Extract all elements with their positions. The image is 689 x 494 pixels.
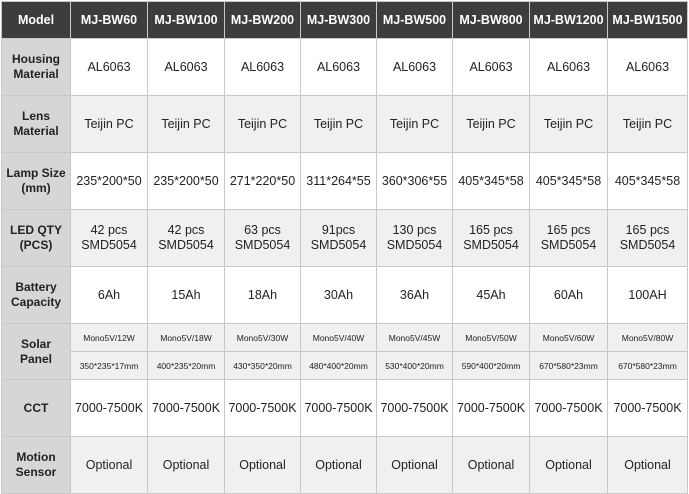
table-cell: [377, 437, 453, 494]
cell-text-line: Optional: [624, 457, 671, 472]
row-label: [2, 324, 71, 380]
cell-text-line: 311*264*55: [306, 173, 371, 188]
table-cell: Mono5V/18W: [148, 324, 225, 352]
table-cell: [453, 380, 530, 437]
table-cell: [301, 39, 377, 96]
cell-text-line: Optional: [545, 457, 592, 472]
table-cell: [530, 437, 608, 494]
table-cell: [453, 437, 530, 494]
cell-text-line: 235*200*50: [76, 173, 142, 188]
table-cell: [608, 96, 688, 153]
cell-text-line: 63 pcs: [244, 223, 281, 237]
cell-text-line: Battery: [15, 280, 57, 294]
cell-text-line: 91pcs: [321, 223, 356, 237]
model-column-header: MJ-BW1200: [530, 2, 608, 39]
cell-text-line: 15Ah: [171, 287, 201, 302]
cell-text-line: 18Ah: [247, 287, 278, 302]
table-cell: [148, 210, 225, 267]
cell-text-line: AL6063: [469, 59, 513, 74]
model-column-header: MJ-BW60: [71, 2, 148, 39]
cell-text-line: Teijin PC: [161, 116, 211, 131]
table-cell: [301, 210, 377, 267]
table-cell: [453, 267, 530, 324]
cell-text-line: SMD5054: [386, 238, 443, 252]
table-cell: [453, 210, 530, 267]
model-header: Model: [2, 2, 71, 39]
cell-text-line: CCT: [23, 400, 49, 415]
cell-text-line: Optional: [391, 457, 438, 472]
table-row: [2, 39, 688, 96]
table-cell: [608, 380, 688, 437]
table-cell: 590*400*20mm: [453, 352, 530, 380]
cell-text-line: Housing: [12, 52, 60, 66]
cell-text-line: Solar: [20, 336, 51, 351]
cell-text-line: AL6063: [240, 59, 285, 74]
cell-text-line: 165 pcs: [469, 223, 513, 237]
cell-text-line: 7000-7500K: [304, 400, 373, 415]
table-cell: [608, 153, 688, 210]
table-cell: Mono5V/50W: [453, 324, 530, 352]
cell-text-line: Motion: [16, 450, 56, 464]
cell-text-line: AL6063: [625, 59, 670, 74]
cell-text-line: Sensor: [15, 465, 57, 479]
table-row: [2, 324, 688, 352]
model-column-header: MJ-BW800: [453, 2, 530, 39]
spec-table: [1, 1, 688, 494]
table-cell: [71, 210, 148, 267]
table-row: [2, 153, 688, 210]
table-cell: [301, 153, 377, 210]
model-column-header: MJ-BW500: [377, 2, 453, 39]
cell-text-line: AL6063: [164, 59, 208, 74]
cell-text-line: Teijin PC: [84, 116, 134, 131]
table-cell: [530, 153, 608, 210]
cell-text-line: 7000-7500K: [74, 400, 144, 415]
table-row: [2, 380, 688, 437]
cell-text-line: AL6063: [392, 59, 437, 74]
cell-text-line: 45Ah: [476, 287, 506, 302]
cell-text-line: SMD5054: [81, 238, 137, 252]
cell-text-line: Material: [13, 124, 59, 138]
cell-text-line: 42 pcs: [90, 223, 128, 237]
table-cell: [225, 96, 301, 153]
cell-text-line: Teijin PC: [466, 116, 516, 131]
table-cell: [530, 267, 608, 324]
table-cell: 670*580*23mm: [530, 352, 608, 380]
cell-text-line: 165 pcs: [625, 223, 670, 237]
table-cell: [608, 267, 688, 324]
table-cell: [377, 380, 453, 437]
cell-text-line: 405*345*58: [458, 173, 524, 188]
table-cell: [301, 267, 377, 324]
cell-text-line: Teijin PC: [237, 116, 288, 131]
cell-text-line: Optional: [162, 457, 210, 472]
row-label: [2, 39, 71, 96]
row-label: [2, 267, 71, 324]
cell-text-line: 7000-7500K: [228, 400, 297, 415]
table-cell: [71, 380, 148, 437]
row-label: [2, 380, 71, 437]
cell-text-line: Panel: [19, 351, 52, 366]
table-cell: [377, 267, 453, 324]
cell-text-line: Teijin PC: [389, 116, 440, 131]
table-cell: [453, 96, 530, 153]
table-cell: [453, 39, 530, 96]
cell-text-line: SMD5054: [234, 238, 291, 252]
table-cell: [225, 210, 301, 267]
header-row: [2, 2, 688, 39]
table-cell: [530, 96, 608, 153]
cell-text-line: 165 pcs: [546, 223, 591, 237]
model-column-header: MJ-BW300: [301, 2, 377, 39]
table-cell: [530, 380, 608, 437]
cell-text-line: 360*306*55: [381, 173, 448, 188]
cell-text-line: SMD5054: [158, 238, 214, 252]
row-label: [2, 210, 71, 267]
table-cell: [148, 153, 225, 210]
cell-text-line: 60Ah: [553, 287, 584, 302]
table-cell: [608, 210, 688, 267]
cell-text-line: AL6063: [546, 59, 591, 74]
cell-text-line: Teijin PC: [313, 116, 364, 131]
row-label: [2, 153, 71, 210]
table-cell: [377, 39, 453, 96]
table-cell: 400*235*20mm: [148, 352, 225, 380]
table-cell: [71, 437, 148, 494]
table-cell: [608, 39, 688, 96]
table-cell: [225, 267, 301, 324]
cell-text-line: SMD5054: [310, 238, 367, 252]
table-row: [2, 96, 688, 153]
table-cell: [71, 96, 148, 153]
table-cell: [71, 153, 148, 210]
table-cell: [71, 39, 148, 96]
table-cell: [377, 210, 453, 267]
cell-text-line: Lens: [21, 109, 50, 123]
cell-text-line: 405*345*58: [614, 173, 681, 188]
table-cell: [530, 39, 608, 96]
table-cell: [301, 437, 377, 494]
cell-text-line: Teijin PC: [543, 116, 594, 131]
table-cell: Mono5V/45W: [377, 324, 453, 352]
cell-text-line: 405*345*58: [535, 173, 602, 188]
table-cell: [301, 96, 377, 153]
table-cell: [453, 153, 530, 210]
table-cell: 350*235*17mm: [71, 352, 148, 380]
table-cell: [608, 437, 688, 494]
cell-text-line: 6Ah: [97, 287, 121, 302]
cell-text-line: 30Ah: [323, 287, 354, 302]
table-cell: [148, 96, 225, 153]
table-cell: [377, 153, 453, 210]
cell-text-line: Capacity: [10, 295, 62, 309]
table-cell: Mono5V/40W: [301, 324, 377, 352]
row-label: [2, 96, 71, 153]
cell-text-line: 235*200*50: [153, 173, 219, 188]
cell-text-line: 42 pcs: [167, 223, 205, 237]
table-row: [2, 267, 688, 324]
model-column-header: MJ-BW100: [148, 2, 225, 39]
table-cell: [71, 267, 148, 324]
table-row: [2, 437, 688, 494]
table-cell: [530, 210, 608, 267]
cell-text-line: 7000-7500K: [151, 400, 221, 415]
table-cell: [225, 437, 301, 494]
table-cell: 530*400*20mm: [377, 352, 453, 380]
cell-text-line: Teijin PC: [622, 116, 673, 131]
model-column-header: MJ-BW1500: [608, 2, 688, 39]
table-cell: [225, 380, 301, 437]
cell-text-line: SMD5054: [463, 238, 519, 252]
cell-text-line: SMD5054: [540, 238, 597, 252]
table-cell: [148, 267, 225, 324]
cell-text-line: LED QTY: [9, 223, 62, 237]
cell-text-line: Optional: [467, 457, 515, 472]
table-cell: [148, 39, 225, 96]
table-cell: [225, 153, 301, 210]
table-cell: Mono5V/30W: [225, 324, 301, 352]
cell-text-line: AL6063: [87, 59, 131, 74]
cell-text-line: Material: [13, 67, 59, 81]
cell-text-line: 7000-7500K: [456, 400, 526, 415]
table-cell: 670*580*23mm: [608, 352, 688, 380]
table-cell: Mono5V/12W: [71, 324, 148, 352]
cell-text-line: Optional: [315, 457, 362, 472]
table-cell: [148, 380, 225, 437]
cell-text-line: 7000-7500K: [613, 400, 682, 415]
cell-text-line: (mm): [21, 181, 51, 195]
table-cell: [377, 96, 453, 153]
table-row: [2, 352, 688, 380]
cell-text-line: 36Ah: [399, 287, 430, 302]
cell-text-line: 7000-7500K: [380, 400, 449, 415]
cell-text-line: 7000-7500K: [534, 400, 603, 415]
cell-text-line: 130 pcs: [392, 223, 437, 237]
row-label: [2, 437, 71, 494]
cell-text-line: AL6063: [316, 59, 361, 74]
cell-text-line: SMD5054: [619, 238, 676, 252]
table-cell: [301, 380, 377, 437]
table-cell: Mono5V/60W: [530, 324, 608, 352]
cell-text-line: 271*220*50: [229, 173, 296, 188]
table-cell: Mono5V/80W: [608, 324, 688, 352]
cell-text-line: Optional: [85, 457, 133, 472]
table-cell: [225, 39, 301, 96]
cell-text-line: 100AH: [628, 287, 667, 302]
cell-text-line: Optional: [239, 457, 286, 472]
table-cell: 430*350*20mm: [225, 352, 301, 380]
model-column-header: MJ-BW200: [225, 2, 301, 39]
table-cell: [148, 437, 225, 494]
cell-text-line: (PCS): [19, 238, 53, 252]
table-cell: 480*400*20mm: [301, 352, 377, 380]
table-row: [2, 210, 688, 267]
cell-text-line: Lamp Size: [6, 166, 66, 180]
